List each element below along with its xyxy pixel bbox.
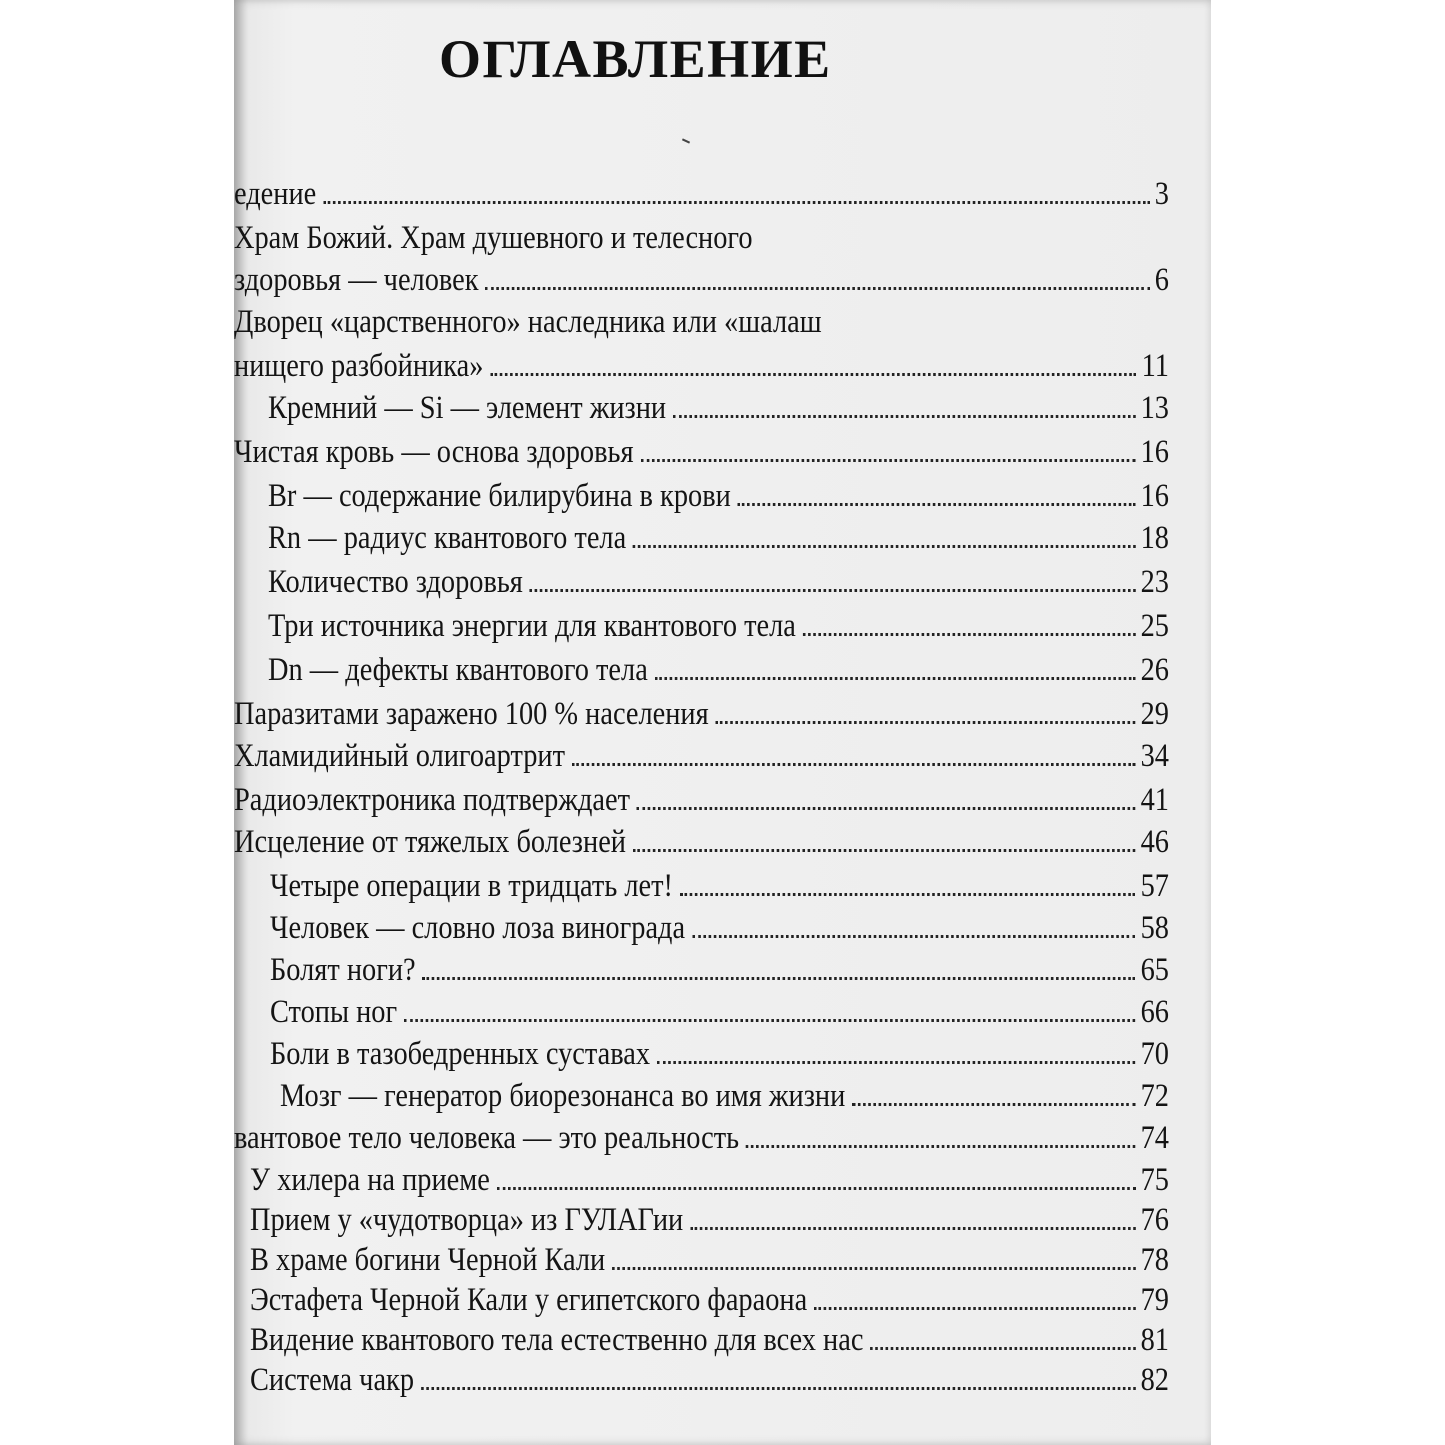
toc-entry xyxy=(270,908,1169,948)
toc-entry xyxy=(234,780,1169,820)
toc-entry-page-number: 78 xyxy=(1140,1242,1169,1278)
toc-entry-page-number: 70 xyxy=(1140,1036,1169,1072)
dot-leader xyxy=(716,721,1136,724)
dot-leader xyxy=(423,977,1136,980)
toc-entry-title: здоровья — человек xyxy=(234,262,479,298)
toc-entry xyxy=(234,1118,1169,1158)
toc-entry-page-number: 16 xyxy=(1140,478,1169,514)
toc-entry-page-number: 11 xyxy=(1141,348,1169,384)
dot-leader xyxy=(421,1387,1136,1390)
dot-leader xyxy=(738,503,1136,506)
toc-entry-title: вантовое тело человека — это реальность xyxy=(234,1120,740,1156)
dot-leader xyxy=(404,1019,1135,1022)
toc-entry xyxy=(234,822,1169,862)
dot-leader xyxy=(530,589,1136,592)
dot-leader xyxy=(637,807,1136,810)
toc-entry xyxy=(250,1320,1169,1360)
dot-leader xyxy=(485,287,1149,290)
toc-entry-title: Стопы ног xyxy=(270,994,398,1030)
toc-entry-title: Видение квантового тела естественно для всех нас xyxy=(250,1322,864,1358)
toc-entry xyxy=(280,1076,1169,1116)
toc-entry-title: Четыре операции в тридцать лет! xyxy=(270,868,673,904)
dot-leader xyxy=(803,633,1136,636)
toc-entry xyxy=(250,1360,1169,1400)
dot-leader xyxy=(612,1267,1135,1270)
toc-entry-title: Dn — дефекты квантового тела xyxy=(268,652,648,688)
toc-entry xyxy=(268,518,1169,558)
dot-leader xyxy=(814,1307,1135,1310)
toc-entry xyxy=(268,476,1169,516)
toc-entry-title-line: Дворец «царственного» наследника или «шалаш xyxy=(234,304,822,340)
toc-entry-page-number: 41 xyxy=(1140,782,1169,818)
toc-entry xyxy=(270,866,1169,906)
toc-entry-page-number: 25 xyxy=(1140,608,1169,644)
toc-entry-page-number: 6 xyxy=(1154,262,1169,298)
toc-entry xyxy=(250,1240,1169,1280)
toc-entry xyxy=(234,432,1169,472)
toc-entry-page-number: 16 xyxy=(1140,434,1169,470)
toc-entry-page-number: 79 xyxy=(1140,1282,1169,1318)
toc-entry-title: Чистая кровь — основа здоровья xyxy=(234,434,634,470)
toc-entry xyxy=(270,1034,1169,1074)
dot-leader xyxy=(852,1103,1135,1106)
toc-entry-title: едение xyxy=(234,176,317,212)
toc-entry-title: У хилера на приеме xyxy=(250,1162,490,1198)
dot-leader xyxy=(497,1187,1136,1190)
page-title: ОГЛАВЛЕНИЕ xyxy=(439,29,832,89)
toc-entry-title: Количество здоровья xyxy=(268,564,523,600)
toc-entry-page-number: 58 xyxy=(1140,910,1169,946)
toc-entry-page-number: 72 xyxy=(1140,1078,1169,1114)
toc-entry-title: Кремний — Si — элемент жизни xyxy=(268,390,667,426)
dot-leader xyxy=(870,1347,1135,1350)
toc-entry xyxy=(250,1160,1169,1200)
toc-entry-title: Человек — словно лоза винограда xyxy=(270,910,686,946)
dot-leader xyxy=(657,1061,1136,1064)
toc-entry xyxy=(234,174,1169,214)
toc-entry-title: Радиоэлектроника подтверждает xyxy=(234,782,631,818)
toc-entry-page-number: 57 xyxy=(1140,868,1169,904)
toc-entry-page-number: 26 xyxy=(1140,652,1169,688)
toc-entry-title: Болят ноги? xyxy=(270,952,416,988)
dot-leader xyxy=(673,415,1135,418)
toc-entry-title: Исцеление от тяжелых болезней xyxy=(234,824,626,860)
toc-entry-page-number: 13 xyxy=(1140,390,1169,426)
toc-entry xyxy=(234,694,1169,734)
ink-mark xyxy=(682,138,690,143)
toc-entry-title: Эстафета Черной Кали у египетского фараона xyxy=(250,1282,808,1318)
toc-entry-page-number: 65 xyxy=(1140,952,1169,988)
toc-entry xyxy=(268,388,1169,428)
toc-entry-page-number: 23 xyxy=(1140,564,1169,600)
toc-entry-title: нищего разбойника» xyxy=(234,348,484,384)
toc-entry-title-line: Храм Божий. Храм душевного и телесного xyxy=(234,220,753,256)
toc-entry xyxy=(250,1200,1169,1240)
toc-entry-page-number: 18 xyxy=(1140,520,1169,556)
toc-entry-page-number: 75 xyxy=(1140,1162,1169,1198)
dot-leader xyxy=(323,201,1150,204)
toc-entry xyxy=(270,992,1169,1032)
toc-entry-page-number: 3 xyxy=(1154,176,1169,212)
dot-leader xyxy=(490,373,1136,376)
dot-leader xyxy=(633,849,1136,852)
dot-leader xyxy=(655,677,1136,680)
toc-entry xyxy=(250,1280,1169,1320)
dot-leader xyxy=(690,1227,1135,1230)
book-page xyxy=(234,0,1211,1445)
toc-entry xyxy=(268,562,1169,602)
toc-entry xyxy=(234,736,1169,776)
dot-leader xyxy=(572,763,1136,766)
toc-entry xyxy=(234,346,1169,386)
toc-entry xyxy=(268,650,1169,690)
toc-entry-title: Rn — радиус квантового тела xyxy=(268,520,627,556)
toc-entry-title: Мозг — генератор биорезонанса во имя жизни xyxy=(280,1078,846,1114)
toc-entry-title: Хламидийный олигоартрит xyxy=(234,738,565,774)
dot-leader xyxy=(640,459,1135,462)
toc-entry-title: В храме богини Черной Кали xyxy=(250,1242,606,1278)
toc-entry xyxy=(270,950,1169,990)
toc-entry-page-number: 66 xyxy=(1140,994,1169,1030)
toc-entry-page-number: 46 xyxy=(1140,824,1169,860)
toc-entry-page-number: 34 xyxy=(1140,738,1169,774)
toc-entry-title: Прием у «чудотворца» из ГУЛАГии xyxy=(250,1202,684,1238)
dot-leader xyxy=(680,893,1136,896)
toc-entry-page-number: 74 xyxy=(1140,1120,1169,1156)
toc-entry-page-number: 76 xyxy=(1140,1202,1169,1238)
dot-leader xyxy=(692,935,1135,938)
dot-leader xyxy=(633,545,1135,548)
toc-entry xyxy=(234,260,1169,300)
toc-entry-page-number: 29 xyxy=(1140,696,1169,732)
toc-entry-title: Br — содержание билирубина в крови xyxy=(268,478,731,514)
toc-entry-title: Боли в тазобедренных суставах xyxy=(270,1036,651,1072)
toc-entry xyxy=(268,606,1169,646)
dot-leader xyxy=(746,1145,1135,1148)
toc-entry-page-number: 81 xyxy=(1140,1322,1169,1358)
toc-entry-title: Система чакр xyxy=(250,1362,415,1398)
toc-entry-title: Паразитами заражено 100 % населения xyxy=(234,696,709,732)
toc-entry-title: Три источника энергии для квантового тела xyxy=(268,608,796,644)
toc-entry-page-number: 82 xyxy=(1140,1362,1169,1398)
